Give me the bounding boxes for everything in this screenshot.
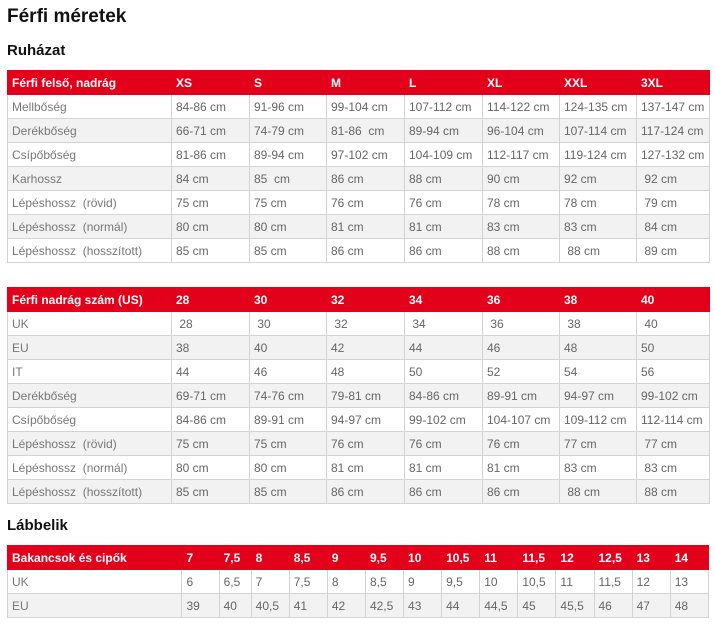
header-cell: 12,5 bbox=[594, 546, 632, 570]
table-cell: 10,5 bbox=[518, 570, 556, 594]
header-cell: 8,5 bbox=[289, 546, 327, 570]
table-row bbox=[8, 119, 710, 143]
header-cell: M bbox=[327, 71, 405, 95]
table-row bbox=[8, 143, 710, 167]
row-label-cell: UK bbox=[8, 570, 182, 594]
table-cell: 84-86 cm bbox=[405, 384, 483, 408]
table-cell: 48 bbox=[327, 360, 405, 384]
table-cell: 80 cm bbox=[172, 456, 250, 480]
table-cell: 83 cm bbox=[637, 456, 710, 480]
header-cell: 10,5 bbox=[442, 546, 480, 570]
table-cell: 88 cm bbox=[560, 239, 637, 263]
row-label-cell: EU bbox=[8, 594, 182, 618]
header-cell: 7,5 bbox=[219, 546, 251, 570]
table-cell: 124-135 cm bbox=[560, 95, 637, 119]
header-cell: Bakancsok és cipők bbox=[8, 546, 182, 570]
table-cell: 86 cm bbox=[405, 480, 483, 504]
table-cell: 84 cm bbox=[172, 167, 250, 191]
table-cell: 45,5 bbox=[556, 594, 594, 618]
table-cell: 45 bbox=[518, 594, 556, 618]
row-label-cell: Lépéshossz (hosszított) bbox=[8, 480, 172, 504]
table-cell: 6,5 bbox=[219, 570, 251, 594]
table-cell: 90 cm bbox=[483, 167, 560, 191]
table-cell: 85 cm bbox=[250, 480, 327, 504]
header-cell: 9,5 bbox=[365, 546, 403, 570]
table-cell: 80 cm bbox=[250, 456, 327, 480]
table-cell: 89-91 cm bbox=[483, 384, 560, 408]
row-label-cell: UK bbox=[8, 312, 172, 336]
table-cell: 137-147 cm bbox=[637, 95, 710, 119]
table-row bbox=[8, 191, 710, 215]
row-label-cell: Lépéshossz (rövid) bbox=[8, 432, 172, 456]
table-cell: 66-71 cm bbox=[172, 119, 250, 143]
table-cell: 46 bbox=[594, 594, 632, 618]
table-cell: 9 bbox=[404, 570, 442, 594]
row-label-cell: IT bbox=[8, 360, 172, 384]
table-cell: 46 bbox=[250, 360, 327, 384]
header-cell: 11,5 bbox=[518, 546, 556, 570]
table-cell: 75 cm bbox=[250, 191, 327, 215]
table-cell: 117-124 cm bbox=[637, 119, 710, 143]
table-cell: 97-102 cm bbox=[327, 143, 405, 167]
table-cell: 11,5 bbox=[594, 570, 632, 594]
table-cell: 75 cm bbox=[250, 432, 327, 456]
header-cell: XXL bbox=[560, 71, 637, 95]
table-cell: 92 cm bbox=[560, 167, 637, 191]
header-cell: 13 bbox=[632, 546, 670, 570]
table-row bbox=[8, 456, 710, 480]
table-cell: 76 cm bbox=[483, 432, 560, 456]
header-cell: 12 bbox=[556, 546, 594, 570]
header-cell: XL bbox=[483, 71, 560, 95]
table-cell: 83 cm bbox=[560, 215, 637, 239]
table-cell: 69-71 cm bbox=[172, 384, 250, 408]
table-cell: 42 bbox=[327, 336, 405, 360]
table-header-row bbox=[8, 71, 710, 95]
table-cell: 43 bbox=[404, 594, 442, 618]
table-cell: 9,5 bbox=[442, 570, 480, 594]
header-cell: 8 bbox=[251, 546, 289, 570]
table-cell: 81 cm bbox=[405, 456, 483, 480]
table-cell: 76 cm bbox=[405, 432, 483, 456]
table-cell: 83 cm bbox=[560, 456, 637, 480]
table-cell: 28 bbox=[172, 312, 250, 336]
table-cell: 107-112 cm bbox=[405, 95, 483, 119]
header-cell: 10 bbox=[404, 546, 442, 570]
table-cell: 52 bbox=[483, 360, 560, 384]
table-cell: 84-86 cm bbox=[172, 95, 250, 119]
header-cell: Férfi nadrág szám (US) bbox=[8, 288, 172, 312]
table-cell: 44 bbox=[405, 336, 483, 360]
clothing-size-table bbox=[7, 70, 710, 263]
table-cell: 40 bbox=[250, 336, 327, 360]
table-cell: 94-97 cm bbox=[327, 408, 405, 432]
table-cell: 54 bbox=[560, 360, 637, 384]
table-cell: 78 cm bbox=[560, 191, 637, 215]
table-cell: 40 bbox=[219, 594, 251, 618]
header-cell: 7 bbox=[182, 546, 219, 570]
section-title-clothing: Ruházat bbox=[7, 42, 66, 59]
table-header-row bbox=[8, 288, 710, 312]
table-cell: 38 bbox=[172, 336, 250, 360]
table-cell: 47 bbox=[632, 594, 670, 618]
table-cell: 44 bbox=[172, 360, 250, 384]
table-cell: 44 bbox=[442, 594, 480, 618]
table-cell: 81 cm bbox=[327, 215, 405, 239]
table-cell: 6 bbox=[182, 570, 219, 594]
table-cell: 13 bbox=[670, 570, 708, 594]
table-cell: 81 cm bbox=[405, 215, 483, 239]
table-cell: 99-102 cm bbox=[637, 384, 710, 408]
table-cell: 7 bbox=[251, 570, 289, 594]
table-row bbox=[8, 480, 710, 504]
table-row bbox=[8, 360, 710, 384]
table-cell: 89 cm bbox=[637, 239, 710, 263]
header-cell: 34 bbox=[405, 288, 483, 312]
table-cell: 85 cm bbox=[172, 239, 250, 263]
table-cell: 42 bbox=[327, 594, 365, 618]
table-cell: 48 bbox=[670, 594, 708, 618]
table-cell: 85 cm bbox=[250, 167, 327, 191]
table-cell: 36 bbox=[483, 312, 560, 336]
table-cell: 89-94 cm bbox=[405, 119, 483, 143]
shoe-size-table bbox=[7, 545, 709, 618]
row-label-cell: Mellbőség bbox=[8, 95, 172, 119]
table-cell: 104-109 cm bbox=[405, 143, 483, 167]
header-cell: 28 bbox=[172, 288, 250, 312]
table-cell: 76 cm bbox=[327, 191, 405, 215]
table-row bbox=[8, 384, 710, 408]
table-cell: 109-112 cm bbox=[560, 408, 637, 432]
table-cell: 86 cm bbox=[327, 167, 405, 191]
table-cell: 76 cm bbox=[327, 432, 405, 456]
table-header-row bbox=[8, 546, 709, 570]
header-cell: 14 bbox=[670, 546, 708, 570]
page-title: Férfi méretek bbox=[7, 6, 127, 27]
table-cell: 40,5 bbox=[251, 594, 289, 618]
header-cell: Férfi felső, nadrág bbox=[8, 71, 172, 95]
table-cell: 75 cm bbox=[172, 191, 250, 215]
table-cell: 50 bbox=[405, 360, 483, 384]
table-cell: 12 bbox=[632, 570, 670, 594]
table-row bbox=[8, 336, 710, 360]
row-label-cell: Csípőbőség bbox=[8, 408, 172, 432]
table-cell: 99-104 cm bbox=[327, 95, 405, 119]
header-cell: S bbox=[250, 71, 327, 95]
table-cell: 38 bbox=[560, 312, 637, 336]
table-cell: 88 cm bbox=[405, 167, 483, 191]
table-row bbox=[8, 95, 710, 119]
table-cell: 76 cm bbox=[405, 191, 483, 215]
table-cell: 42,5 bbox=[365, 594, 403, 618]
table-cell: 83 cm bbox=[483, 215, 560, 239]
table-cell: 86 cm bbox=[405, 239, 483, 263]
table-row bbox=[8, 432, 710, 456]
section-title-shoes: Lábbelik bbox=[7, 517, 68, 534]
row-label-cell: Lépéshossz (normál) bbox=[8, 456, 172, 480]
header-cell: 36 bbox=[483, 288, 560, 312]
table-cell: 86 cm bbox=[327, 480, 405, 504]
table-cell: 7,5 bbox=[289, 570, 327, 594]
table-cell: 39 bbox=[182, 594, 219, 618]
row-label-cell: Lépéshossz (hosszított) bbox=[8, 239, 172, 263]
header-cell: 40 bbox=[637, 288, 710, 312]
table-cell: 81 cm bbox=[483, 456, 560, 480]
table-cell: 104-107 cm bbox=[483, 408, 560, 432]
table-cell: 78 cm bbox=[483, 191, 560, 215]
row-label-cell: Derékbőség bbox=[8, 384, 172, 408]
row-label-cell: EU bbox=[8, 336, 172, 360]
row-label-cell: Lépéshossz (normál) bbox=[8, 215, 172, 239]
table-cell: 88 cm bbox=[637, 480, 710, 504]
table-row bbox=[8, 594, 709, 618]
table-cell: 85 cm bbox=[172, 480, 250, 504]
table-cell: 81-86 cm bbox=[327, 119, 405, 143]
table-cell: 40 bbox=[637, 312, 710, 336]
table-cell: 92 cm bbox=[637, 167, 710, 191]
table-cell: 88 cm bbox=[483, 239, 560, 263]
table-cell: 89-91 cm bbox=[250, 408, 327, 432]
table-cell: 84 cm bbox=[637, 215, 710, 239]
table-row bbox=[8, 167, 710, 191]
table-cell: 77 cm bbox=[560, 432, 637, 456]
table-cell: 41 bbox=[289, 594, 327, 618]
row-label-cell: Karhossz bbox=[8, 167, 172, 191]
header-cell: XS bbox=[172, 71, 250, 95]
table-row bbox=[8, 215, 710, 239]
table-cell: 114-122 cm bbox=[483, 95, 560, 119]
table-cell: 8 bbox=[327, 570, 365, 594]
table-cell: 119-124 cm bbox=[560, 143, 637, 167]
row-label-cell: Lépéshossz (rövid) bbox=[8, 191, 172, 215]
table-cell: 50 bbox=[637, 336, 710, 360]
table-cell: 75 cm bbox=[172, 432, 250, 456]
table-row bbox=[8, 408, 710, 432]
table-cell: 127-132 cm bbox=[637, 143, 710, 167]
table-cell: 11 bbox=[556, 570, 594, 594]
table-row bbox=[8, 239, 710, 263]
table-cell: 46 bbox=[483, 336, 560, 360]
table-cell: 80 cm bbox=[172, 215, 250, 239]
table-cell: 81-86 cm bbox=[172, 143, 250, 167]
table-cell: 96-104 cm bbox=[483, 119, 560, 143]
header-cell: 38 bbox=[560, 288, 637, 312]
table-cell: 80 cm bbox=[250, 215, 327, 239]
table-cell: 79 cm bbox=[637, 191, 710, 215]
table-cell: 44,5 bbox=[480, 594, 518, 618]
table-cell: 74-76 cm bbox=[250, 384, 327, 408]
table-cell: 79-81 cm bbox=[327, 384, 405, 408]
header-cell: 30 bbox=[250, 288, 327, 312]
header-cell: 9 bbox=[327, 546, 365, 570]
table-cell: 32 bbox=[327, 312, 405, 336]
header-cell: 3XL bbox=[637, 71, 710, 95]
table-row bbox=[8, 570, 709, 594]
table-cell: 86 cm bbox=[483, 480, 560, 504]
header-cell: 11 bbox=[480, 546, 518, 570]
table-cell: 8,5 bbox=[365, 570, 403, 594]
table-cell: 107-114 cm bbox=[560, 119, 637, 143]
table-cell: 74-79 cm bbox=[250, 119, 327, 143]
table-cell: 34 bbox=[405, 312, 483, 336]
table-cell: 84-86 cm bbox=[172, 408, 250, 432]
table-cell: 56 bbox=[637, 360, 710, 384]
table-cell: 99-102 cm bbox=[405, 408, 483, 432]
row-label-cell: Derékbőség bbox=[8, 119, 172, 143]
table-row bbox=[8, 312, 710, 336]
table-cell: 30 bbox=[250, 312, 327, 336]
table-cell: 81 cm bbox=[327, 456, 405, 480]
table-cell: 77 cm bbox=[637, 432, 710, 456]
table-cell: 94-97 cm bbox=[560, 384, 637, 408]
table-cell: 85 cm bbox=[250, 239, 327, 263]
table-cell: 48 bbox=[560, 336, 637, 360]
header-cell: L bbox=[405, 71, 483, 95]
table-cell: 88 cm bbox=[560, 480, 637, 504]
row-label-cell: Csípőbőség bbox=[8, 143, 172, 167]
table-cell: 91-96 cm bbox=[250, 95, 327, 119]
trouser-size-table bbox=[7, 287, 710, 504]
header-cell: 32 bbox=[327, 288, 405, 312]
table-cell: 112-114 cm bbox=[637, 408, 710, 432]
table-cell: 10 bbox=[480, 570, 518, 594]
table-cell: 112-117 cm bbox=[483, 143, 560, 167]
table-cell: 89-94 cm bbox=[250, 143, 327, 167]
table-cell: 86 cm bbox=[327, 239, 405, 263]
